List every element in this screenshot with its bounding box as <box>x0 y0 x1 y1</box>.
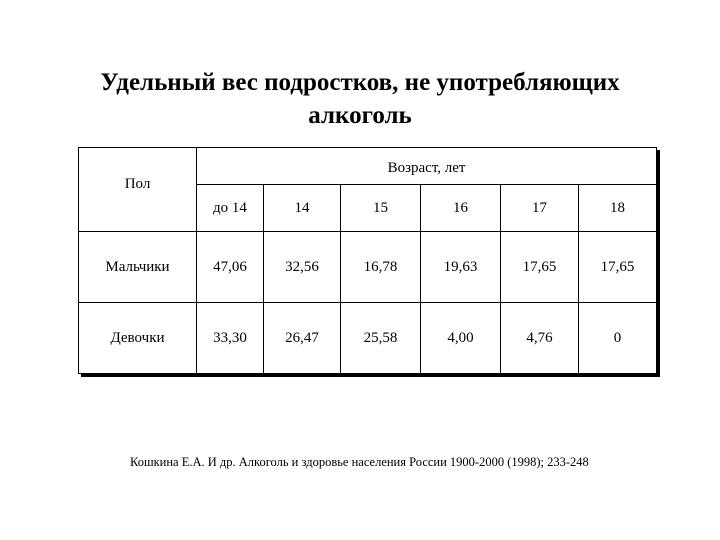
age-column-header: 18 <box>579 185 657 232</box>
age-column-header: 17 <box>501 185 579 232</box>
table-cell: 4,76 <box>501 303 579 374</box>
table-cell: 17,65 <box>579 232 657 303</box>
alcohol-abstinence-table <box>78 147 657 374</box>
table-row-girls <box>79 303 657 374</box>
age-column-header: 14 <box>264 185 341 232</box>
title-line-2: алкоголь <box>308 102 412 129</box>
table-cell: 33,30 <box>197 303 264 374</box>
row-label: Девочки <box>79 303 197 374</box>
table-cell: 4,00 <box>421 303 501 374</box>
table-cell: 32,56 <box>264 232 341 303</box>
title-line-1: Удельный вес подростков, не употребляющих <box>100 69 620 96</box>
table-cell: 47,06 <box>197 232 264 303</box>
table-cell: 17,65 <box>501 232 579 303</box>
age-column-header: до 14 <box>197 185 264 232</box>
table-cell: 0 <box>579 303 657 374</box>
table-cell: 26,47 <box>264 303 341 374</box>
age-column-header: 15 <box>341 185 421 232</box>
row-label: Мальчики <box>79 232 197 303</box>
table-cell: 25,58 <box>341 303 421 374</box>
table-row-boys <box>79 232 657 303</box>
sex-column-header: Пол <box>79 148 197 232</box>
age-column-header: 16 <box>421 185 501 232</box>
header-row-1 <box>79 148 657 185</box>
table-cell: 19,63 <box>421 232 501 303</box>
source-citation: Кошкина Е.А. И др. Алкоголь и здоровье населения России 1900-2000 (1998); 233-248 <box>130 455 589 469</box>
table-cell: 16,78 <box>341 232 421 303</box>
age-group-header: Возраст, лет <box>197 148 657 185</box>
slide-title <box>0 66 720 132</box>
